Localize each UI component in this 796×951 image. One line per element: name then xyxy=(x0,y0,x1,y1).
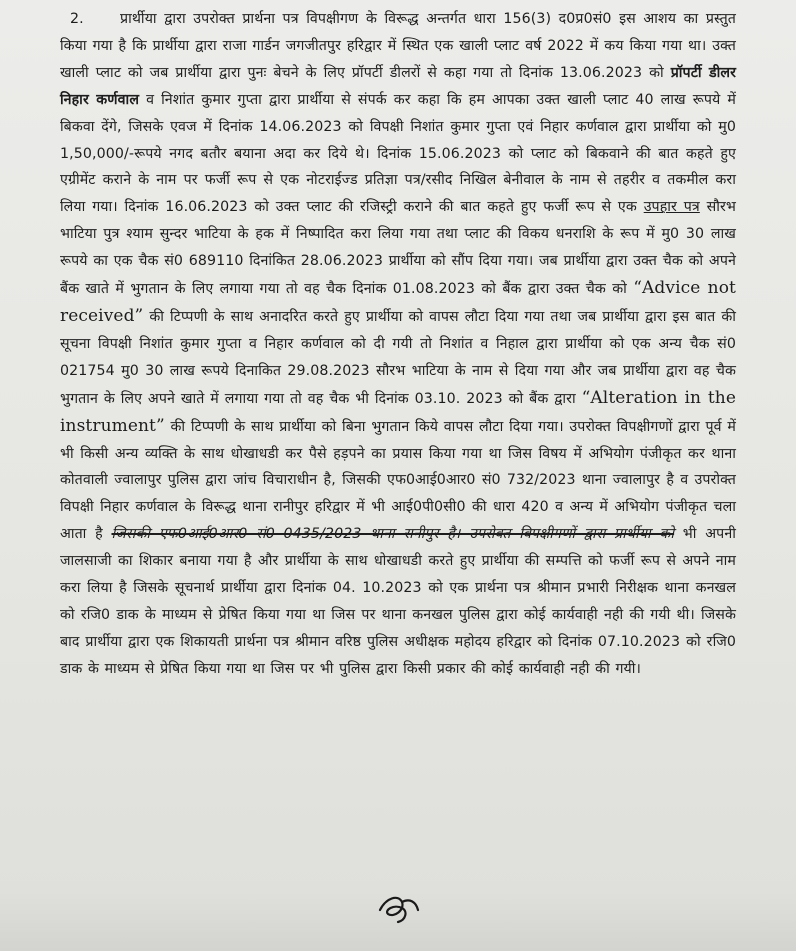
scan-shadow xyxy=(0,891,796,951)
underlined-phrase-gift-deed: उपहार पत्र xyxy=(643,199,700,216)
paragraph-number: 2. xyxy=(70,11,84,27)
text-segment: भी अपनी जालसाजी का शिकार बनाया गया है और प्रार्थीया के साथ धोखाधडी करते हुए प्रार्थीया की सम्पत्ति को फर्जी रूप से अपने नाम करा लिया है जिसके सूचनार्थ प्रार्थीया द्वारा दिनांक 04. 10.2023 को एक प्रार्थना पत्र श्रीमान प्रभारी निरीक्षक थाना कनखल को रजि0 डाक के माध्यम से प्रेषित किया गया था जिस पर थाना कनखल पुलिस द्वारा कोई कार्यवाही नही की गयी थी। जिसके बाद प्रार्थीया द्वारा एक शिकायती प्रार्थना पत्र श्रीमान वरिष्ठ पुलिस अधीक्षक महोदय हरिद्वार को दिनांक 07.10.2023 को रजि0 डाक के माध्यम से प्रेषित किया गया था जिस पर भी पुलिस द्वारा किसी प्रकार की कोई कार्यवाही नही की गयी। xyxy=(60,526,736,677)
text-segment: सौरभ भाटिया पुत्र श्याम सुन्दर भाटिया के हक में निष्पादित करा लिया गया तथा प्लाट की विकय धनराशि के रूप में मु0 30 लाख रूपये का एक चैक सं0 689110 दिनांकित 28.06.2023 प्रार्थीया को सौंप दिया गया। जब प्रार्थीया द्वारा उक्त चैक को अपने बैंक खाते में भुगतान के लिए लगाया गया तो वह चैक दिनांक 01.08.2023 को बैंक द्वारा उक्त चैक को xyxy=(60,199,736,298)
text-segment: की टिप्पणी के साथ अनादरित करते हुए प्रार्थीया को वापस लौटा दिया गया तथा जब प्रार्थीया द्वारा इस बात की सूचना विपक्षी निशांत कुमार गुप्ता व निहार कर्णवाल को दी गयी तो निशांत व निहाल द्वारा प्रार्थीया को एक अन्य चैक सं0 021754 मु0 30 लाख रूपये दिनाकित 29.08.2023 सौरभ भाटिया के नाम से दिया गया और जब प्रार्थीया द्वारा वह चैक भुगतान के लिए अपने खाते में लगाया गया तो वह चैक भी दिनांक 03.10. 2023 को बैंक द्वारा xyxy=(60,308,736,407)
quote-alteration-in-instrument: “Alteration in the instrument” xyxy=(60,387,736,436)
struck-through-text: जिसकी एफ0आई0आर0 सं0 0435/2023 थाना रानीपुर है। उपरोक्त विपक्षीगणों द्वारा प्रार्थीया को xyxy=(111,526,675,543)
text-segment: व निशांत कुमार गुप्ता द्वारा प्रार्थीया से संपर्क कर कहा कि हम आपका उक्त खाली प्लाट 40 लाख रूपये में बिकवा देंगे, जिसके एवज में दिनांक 14.06.2023 को विपक्षी निशांत कुमार गुप्ता एवं निहार कर्णवाल द्वारा प्रार्थीया को मु0 1,50,000/-रूपये नगद बतौर बयाना अदा कर दिये थे। दिनांक 15.06.2023 को प्लाट को बिकवाने की बात कहते हुए एग्रीमेंट कराने के नाम पर फर्जी रूप से एक नोटराईज्ड प्रतिज्ञा पत्र/रसीद निखिल बेनीवाल के नाम से तहरीर व तकमील करा लिया गया। दिनांक 16.06.2023 को उक्त प्लाट की रजिस्ट्री कराने की बात कहते हुए फर्जी रूप से एक xyxy=(60,91,736,216)
paragraph-2 xyxy=(60,6,736,683)
text-segment: प्रार्थीया द्वारा उपरोक्त प्रार्थना पत्र विपक्षीगण के विरूद्ध अन्तर्गत धारा 156(3) द0प्र0सं0 इस आशय का प्रस्तुत किया गया है कि प्रार्थीया द्वारा राजा गार्डन जगजीतपुर हरिद्वार में स्थित एक खाली प्लाट वर्ष 2022 में कय किया गया था। उक्त खाली प्लाट को जब प्रार्थीया द्वारा पुनः बेचने के लिए प्रॉपर्टी डीलरों से कहा गया तो दिनांक 13.06.2023 को xyxy=(60,11,736,81)
bold-phrase-property-dealer: प्रॉपर्टी डीलर निहार कर्णवाल xyxy=(60,64,736,108)
text-segment: की टिप्पणी के साथ प्रार्थीया को बिना भुगतान किये वापस लौटा दिया गया। उपरोक्त विपक्षीगणों द्वारा पूर्व में भी किसी अन्य व्यक्ति के साथ धोखाधडी कर पैसे हड़पने का प्रयास किया गया था जिस विषय में अभियोग पंजीकृत कर थाना कोतवाली ज्वालापुर पुलिस द्वारा जांच विचाराधीन है, जिसकी एफ0आई0आर0 सं0 732/2023 थाना ज्वालापुर है व उपरोक्त विपक्षी निहार कर्णवाल के विरूद्ध थाना रानीपुर हरिद्वार में भी आई0पी0सी0 की धारा 420 व अन्य में अभियोग पंजीकृत चला आता है xyxy=(60,418,736,543)
quote-advice-not-received: “Advice not received” xyxy=(60,278,736,326)
